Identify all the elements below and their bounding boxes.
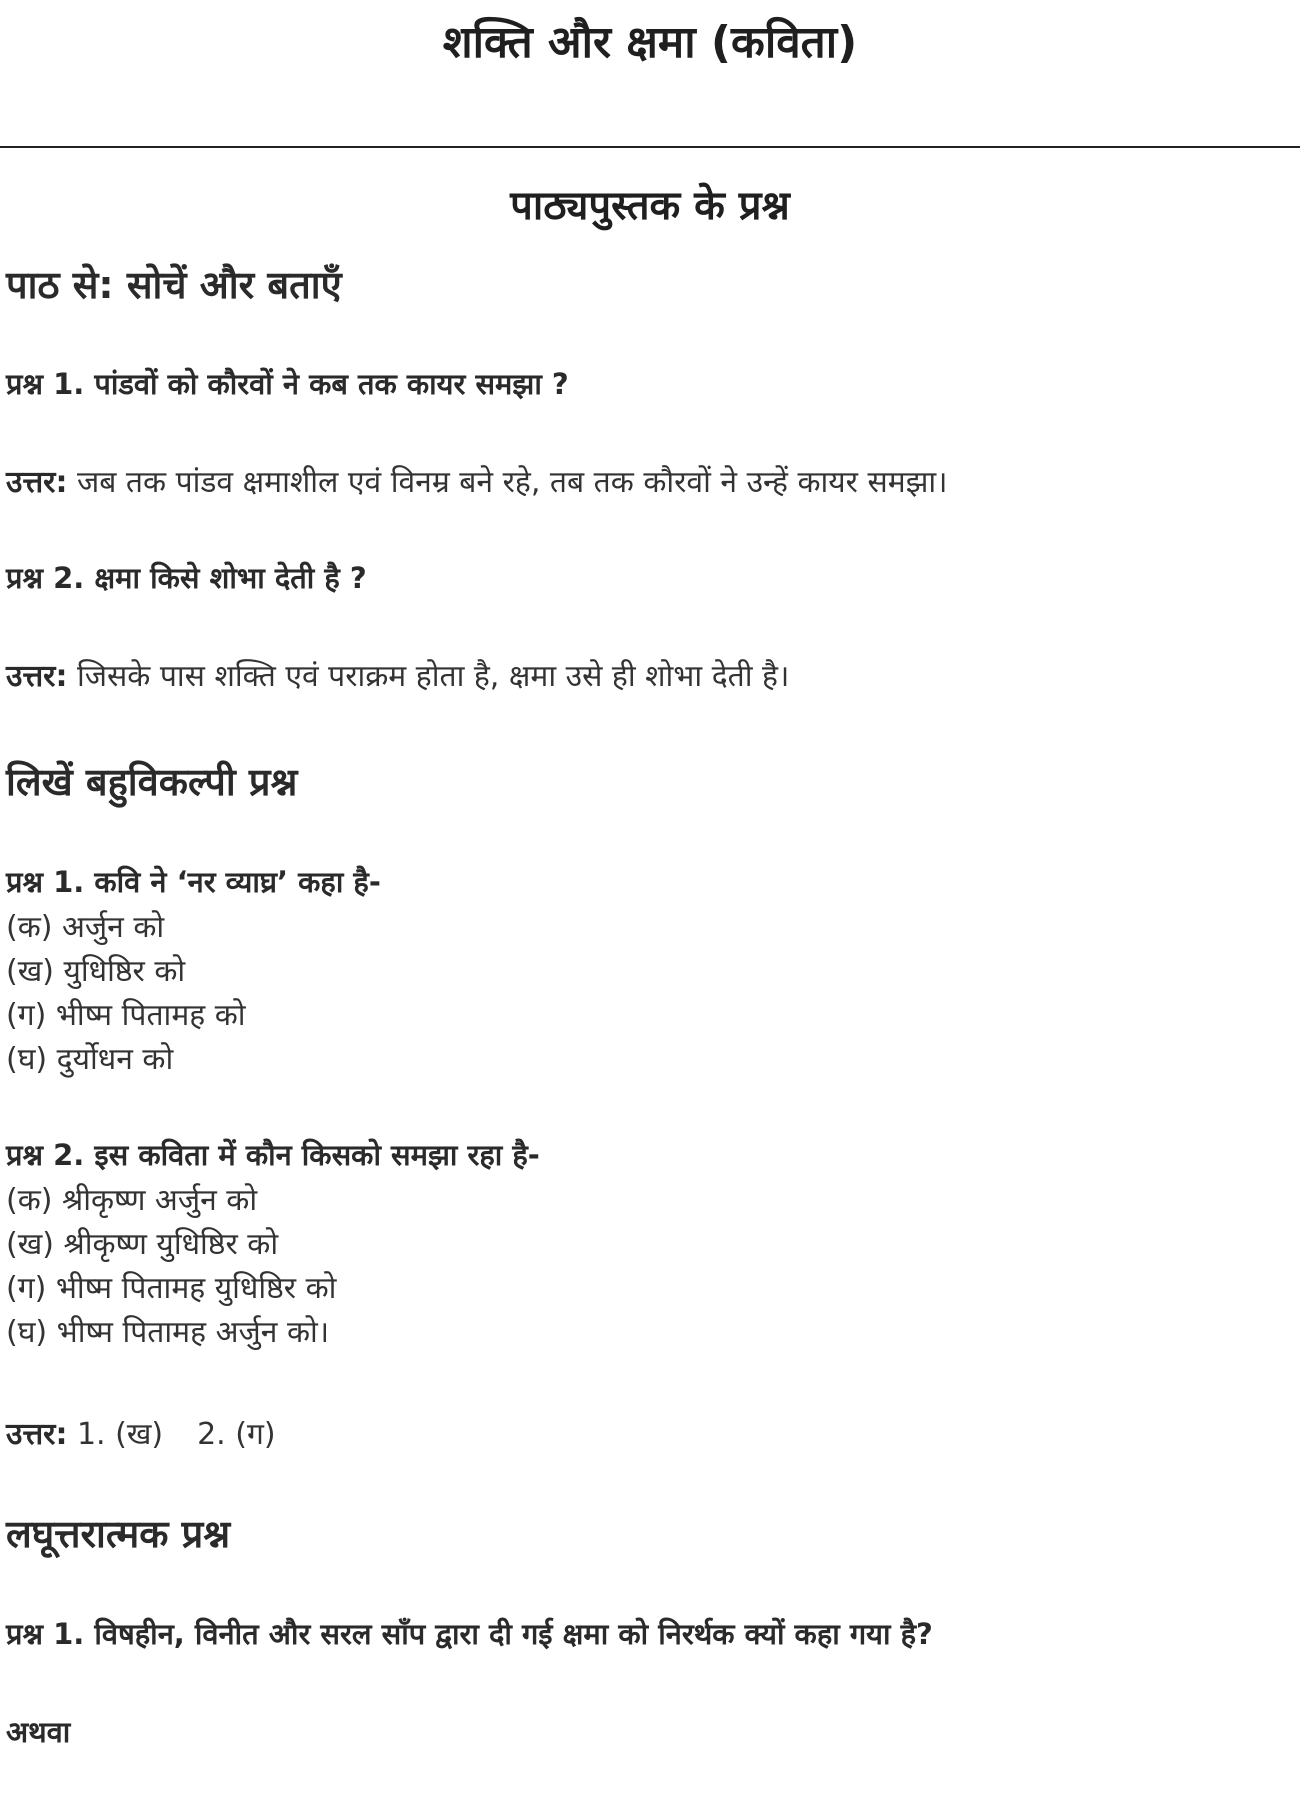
mcq-question-1: प्रश्न 1. कवि ने ‘नर व्याघ्र’ कहा है- <box>6 865 381 899</box>
answer-label: उत्तर: <box>6 465 68 500</box>
answer-label: उत्तर: <box>6 659 68 694</box>
mcq-2-option-d: (घ) भीष्म पितामह अर्जुन को। <box>6 1315 330 1350</box>
section-heading-mcq: लिखें बहुविकल्पी प्रश्न <box>6 760 298 804</box>
mcq-answers <box>6 1412 276 1453</box>
answer-label: उत्तर: <box>6 1417 68 1452</box>
mcq-2-option-c: (ग) भीष्म पितामह युधिष्ठिर को <box>6 1271 337 1306</box>
mcq-1-option-c: (ग) भीष्म पितामह को <box>6 998 246 1033</box>
question-1: प्रश्न 1. पांडवों को कौरवों ने कब तक कायर समझा ? <box>6 367 569 401</box>
mcq-answer-2: 2. (ग) <box>197 1417 276 1452</box>
mcq-1-option-a: (क) अर्जुन को <box>6 910 165 945</box>
mcq-1-option-d: (घ) दुर्योधन को <box>6 1042 174 1077</box>
mcq-question-2: प्रश्न 2. इस कविता में कौन किसको समझा रहा है- <box>6 1138 540 1172</box>
section-heading-short-answer: लघूत्तरात्मक प्रश्न <box>6 1512 231 1556</box>
athva-label: अथवा <box>6 1715 71 1749</box>
title-divider <box>0 146 1300 148</box>
answer-text: जिसके पास शक्ति एवं पराक्रम होता है, क्षमा उसे ही शोभा देती है। <box>67 659 790 694</box>
page-title: शक्ति और क्षमा (कविता) <box>442 17 858 68</box>
short-question-1: प्रश्न 1. विषहीन, विनीत और सरल साँप द्वारा दी गई क्षमा को निरर्थक क्यों कहा गया है? <box>6 1617 933 1651</box>
page-subtitle: पाठ्यपुस्तक के प्रश्न <box>510 183 790 229</box>
mcq-answer-1: 1. (ख) <box>67 1417 164 1452</box>
answer-text: जब तक पांडव क्षमाशील एवं विनम्र बने रहे, तब तक कौरवों ने उन्हें कायर समझा। <box>67 465 948 500</box>
mcq-1-option-b: (ख) युधिष्ठिर को <box>6 954 186 989</box>
mcq-2-option-b: (ख) श्रीकृष्ण युधिष्ठिर को <box>6 1227 279 1262</box>
question-2: प्रश्न 2. क्षमा किसे शोभा देती है ? <box>6 561 367 595</box>
section-heading-path-se: पाठ से: सोचें और बताएँ <box>6 263 342 307</box>
answer-1 <box>6 460 948 501</box>
mcq-2-option-a: (क) श्रीकृष्ण अर्जुन को <box>6 1183 258 1218</box>
answer-2 <box>6 654 789 695</box>
